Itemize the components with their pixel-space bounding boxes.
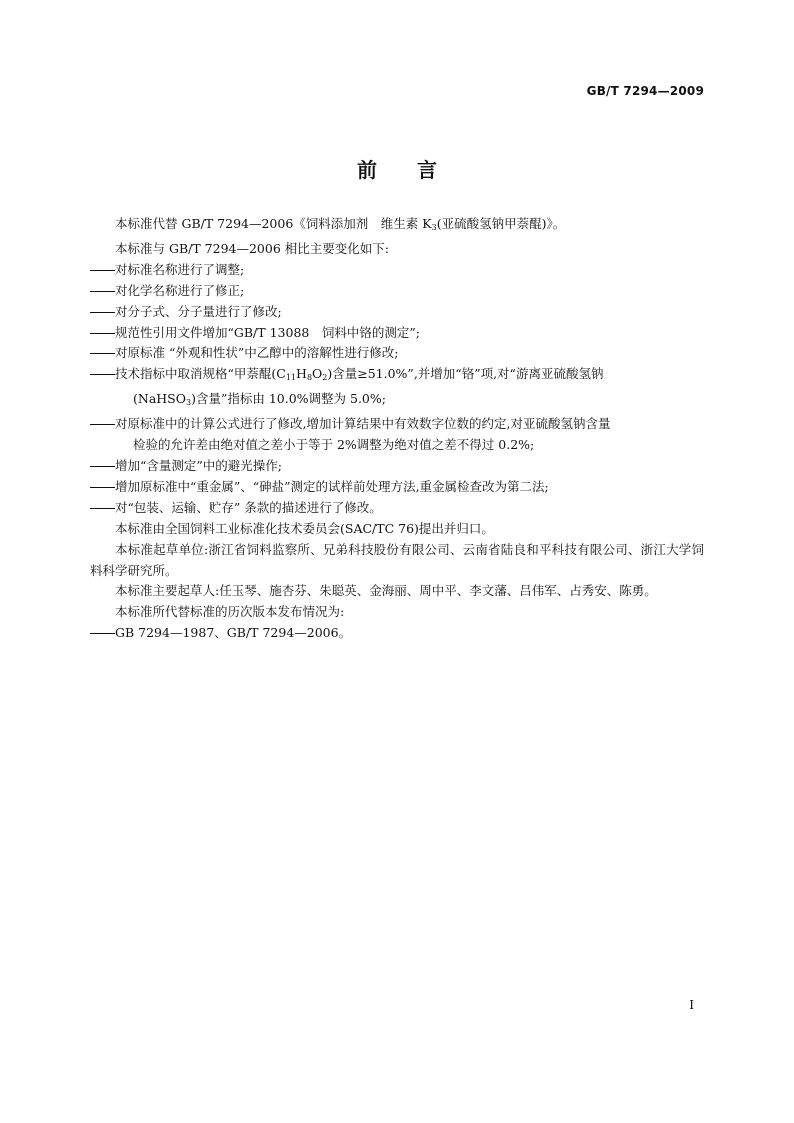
- title-char-2: 言: [417, 158, 437, 182]
- list-item: 增加“含量测定”中的避光操作;: [90, 456, 704, 477]
- paragraph-history-intro: 本标准所代替标准的历次版本发布情况为:: [115, 604, 345, 620]
- paragraph-changes-intro: 本标准与 GB/T 7294—2006 相比主要变化如下:: [115, 240, 389, 256]
- em-dash: [90, 466, 115, 467]
- em-dash: [90, 508, 115, 509]
- paragraph-replaces: 本标准代替 GB/T 7294—2006《饲料添加剂 维生素 $K_3$(亚硫酸氢钠甲萘醌)》。: [115, 216, 566, 232]
- paragraph-drafters: 本标准主要起草人:任玉琴、施杏芬、朱聪英、金海丽、周中平、李文藩、吕伟军、占秀安、陈勇。: [115, 583, 657, 599]
- list-item: 增加原标准中“重金属”、“砷盐”测定的试样前处理方法,重金属检查改为第二法;: [90, 477, 704, 498]
- em-dash: [90, 270, 115, 271]
- em-dash: [90, 487, 115, 488]
- title-char-1: 前: [357, 158, 377, 182]
- list-item: 对分子式、分子量进行了修改;: [90, 302, 704, 323]
- list-item: 技术指标中取消规格“甲萘醌$(C_{11}H_8O_2)$含量≥51.0%”,并增加“铬”项,对“游离亚硫酸氢钠 (NaHSO$_3$)含量”指标由 10.0%调整为 5.0%;: [90, 364, 704, 414]
- list-item: 对标准名称进行了调整;: [90, 260, 704, 281]
- paragraph-proposed-by: 本标准由全国饲料工业标准化技术委员会(SAC/TC 76)提出并归口。: [115, 520, 494, 536]
- paragraph-drafting-units: 本标准起草单位:浙江省饲料监察所、兄弟科技股份有限公司、云南省陆良和平科技有限公司、浙江大学饲料科学研究所。: [90, 541, 704, 578]
- em-dash: [90, 333, 115, 334]
- standard-number: GB/T 7294—2009: [586, 84, 704, 98]
- list-item: 对化学名称进行了修正;: [90, 281, 704, 302]
- em-dash: [90, 633, 115, 634]
- list-item: 对原标准 “外观和性状”中乙醇中的溶解性进行修改;: [90, 343, 704, 364]
- list-item: 对原标准中的计算公式进行了修改,增加计算结果中有效数字位数的约定,对亚硫酸氢钠含量 检验的允许差由绝对值之差小于等于 2%调整为绝对值之差不得过 0.2%;: [90, 414, 704, 456]
- foreword-body: [90, 214, 704, 644]
- em-dash: [90, 424, 115, 425]
- page-title: [0, 154, 794, 183]
- em-dash: [90, 353, 115, 354]
- em-dash: [90, 291, 115, 292]
- list-item-history: GB 7294—1987、GB/T 7294—2006。: [90, 623, 704, 644]
- em-dash: [90, 374, 115, 375]
- list-item: 对“包装、运输、贮存” 条款的描述进行了修改。: [90, 498, 704, 519]
- list-item: 规范性引用文件增加“GB/T 13088 饲料中铬的测定”;: [90, 323, 704, 344]
- page-number: I: [689, 998, 694, 1012]
- em-dash: [90, 312, 115, 313]
